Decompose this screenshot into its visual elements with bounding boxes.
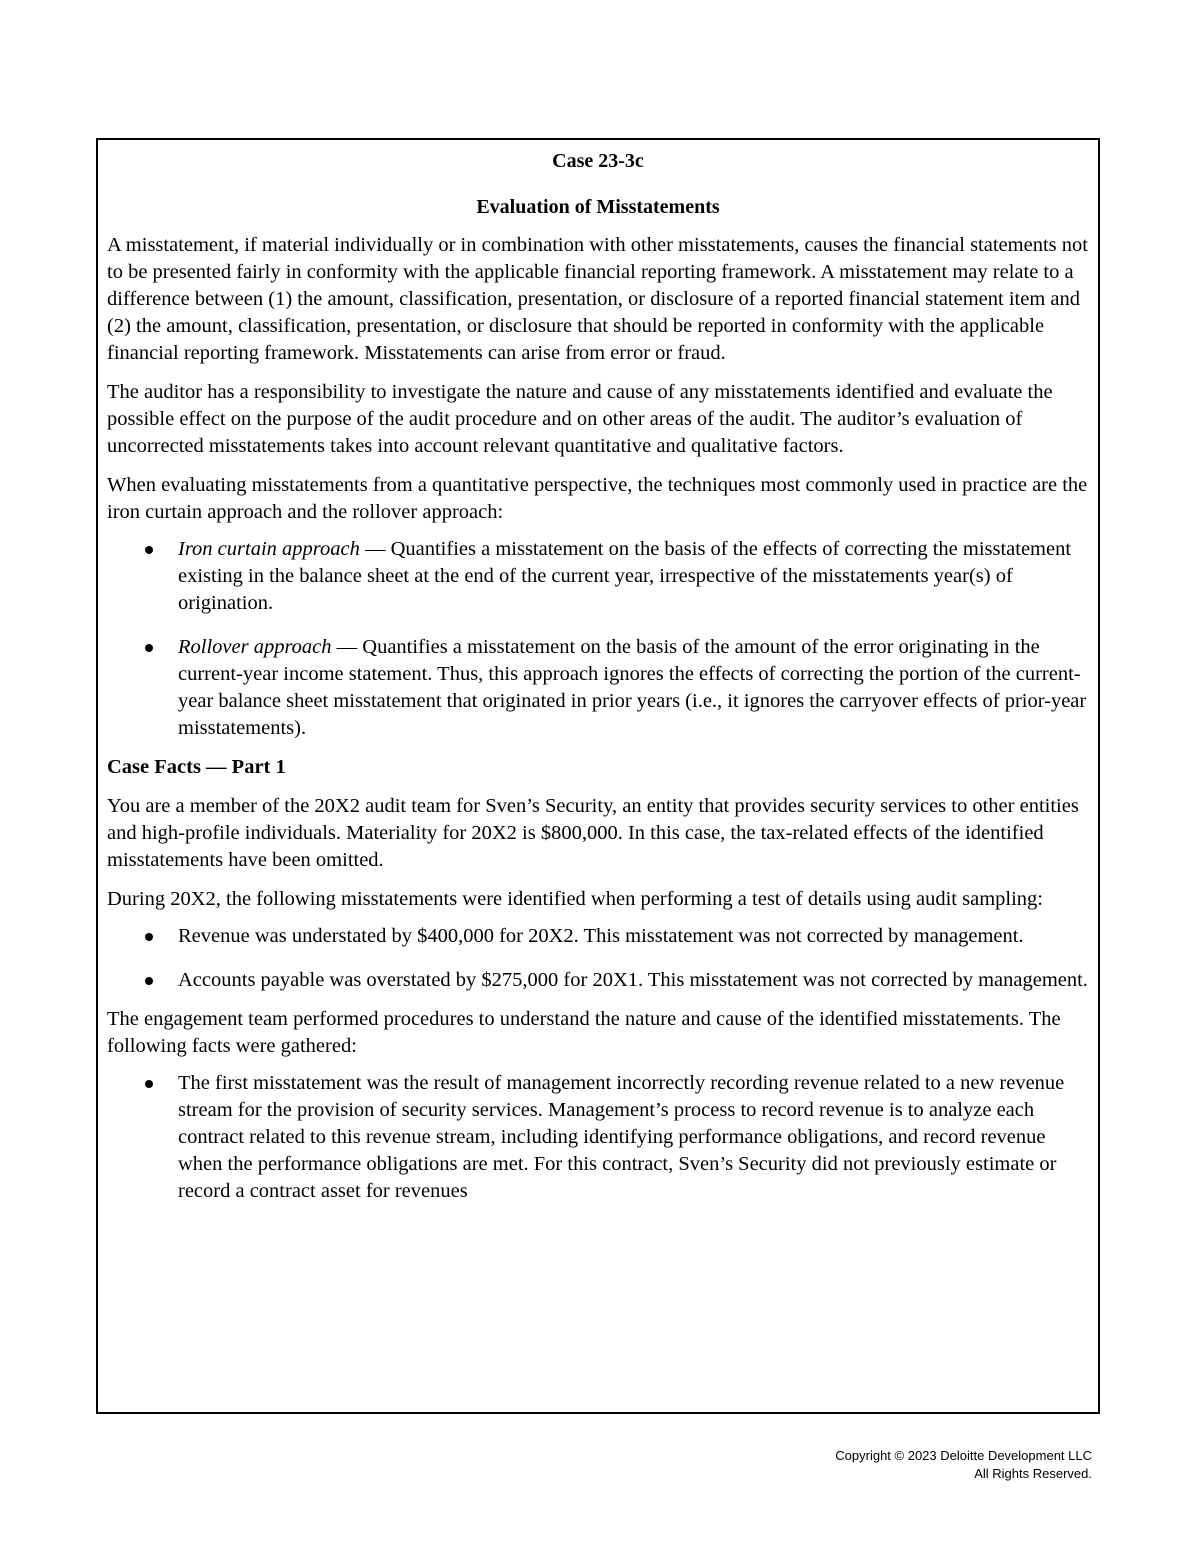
approach-term: Rollover approach — [178, 636, 332, 658]
approach-term: Iron curtain approach — [178, 538, 360, 560]
list-item-revenue-misstatement — [107, 923, 1089, 950]
case-document-frame — [96, 138, 1100, 1414]
copyright-notice — [835, 1447, 1092, 1483]
intro-paragraph-quantitative-techniques: When evaluating misstatements from a quantitative perspective, the techniques most commonly used in practice are the iron curtain approach and the rollover approach: — [107, 474, 1088, 523]
misstatements-list — [107, 923, 1089, 994]
approach-description: — Quantifies a misstatement on the basis of the amount of the error originating in the current-year income statement. Thus, this approach ignores the effects of correcting the portion of the current-year balance sheet misstatement that originated in prior years (i.e., it ignores the carryover effects of prior-year misstatements). — [178, 636, 1087, 739]
intro-paragraph-auditor-responsibility: The auditor has a responsibility to investigate the nature and cause of any misstatements identified and evaluate the possible effect on the purpose of the audit procedure and on other areas of the audit. The auditor’s evaluation of uncorrected misstatements takes into account relevant quantitative and qualitative factors. — [107, 381, 1053, 457]
bullet-icon — [145, 546, 153, 554]
list-item-first-misstatement-fact — [107, 1070, 1089, 1205]
fact-text: The first misstatement was the result of management incorrectly recording revenue related to a new revenue stream for the provision of security services. Management’s process to record revenue is to analyze each contract related to this revenue stream, including identifying performance obligations, and record revenue when the performance obligations are met. For this contract, Sven’s Security did not previously estimate or record a contract asset for revenues — [178, 1072, 1065, 1202]
bullet-icon — [145, 1080, 153, 1088]
bullet-icon — [145, 977, 153, 985]
bullet-icon — [145, 933, 153, 941]
list-item-payable-misstatement — [107, 967, 1089, 994]
case-facts-paragraph-team: You are a member of the 20X2 audit team for Sven’s Security, an entity that provides security services to other entities and high-profile individuals. Materiality for 20X2 is $800,000. In this case, the tax-related effects of the identified misstatements have been omitted. — [107, 795, 1079, 871]
case-facts-heading: Case Facts — Part 1 — [107, 756, 286, 778]
case-facts-paragraph-procedures: The engagement team performed procedures to understand the nature and cause of the identified misstatements. The following facts were gathered: — [107, 1008, 1061, 1057]
bullet-icon — [145, 644, 153, 652]
intro-paragraph-misstatement-definition: A misstatement, if material individually or in combination with other misstatements, causes the financial statements not to be presented fairly in conformity with the applicable financial reporting framework. A misstatement may relate to a difference between (1) the amount, classification, presentation, or disclosure of a reported financial statement item and (2) the amount, classification, presentation, or disclosure that should be reported in conformity with the applicable financial reporting framework. Misstatements can arise from error or fraud. — [107, 234, 1088, 364]
facts-list — [107, 1070, 1089, 1205]
list-item-rollover — [107, 634, 1089, 742]
approaches-list — [107, 536, 1089, 742]
list-item-iron-curtain — [107, 536, 1089, 617]
case-title: Evaluation of Misstatements — [476, 196, 720, 218]
approach-description: — Quantifies a misstatement on the basis of the effects of correcting the misstatement existing in the balance sheet at the end of the current year, irrespective of the misstatements year(s) of origination. — [178, 538, 1072, 614]
copyright-line: Copyright © 2023 Deloitte Development LLC — [835, 1448, 1092, 1463]
misstatement-text: Accounts payable was overstated by $275,000 for 20X1. This misstatement was not corrected by management. — [178, 969, 1088, 991]
case-facts-paragraph-misstatements-intro: During 20X2, the following misstatements were identified when performing a test of details using audit sampling: — [107, 888, 1043, 910]
case-number: Case 23-3c — [552, 150, 644, 172]
rights-line: All Rights Reserved. — [974, 1466, 1092, 1481]
misstatement-text: Revenue was understated by $400,000 for 20X2. This misstatement was not corrected by management. — [178, 925, 1024, 947]
